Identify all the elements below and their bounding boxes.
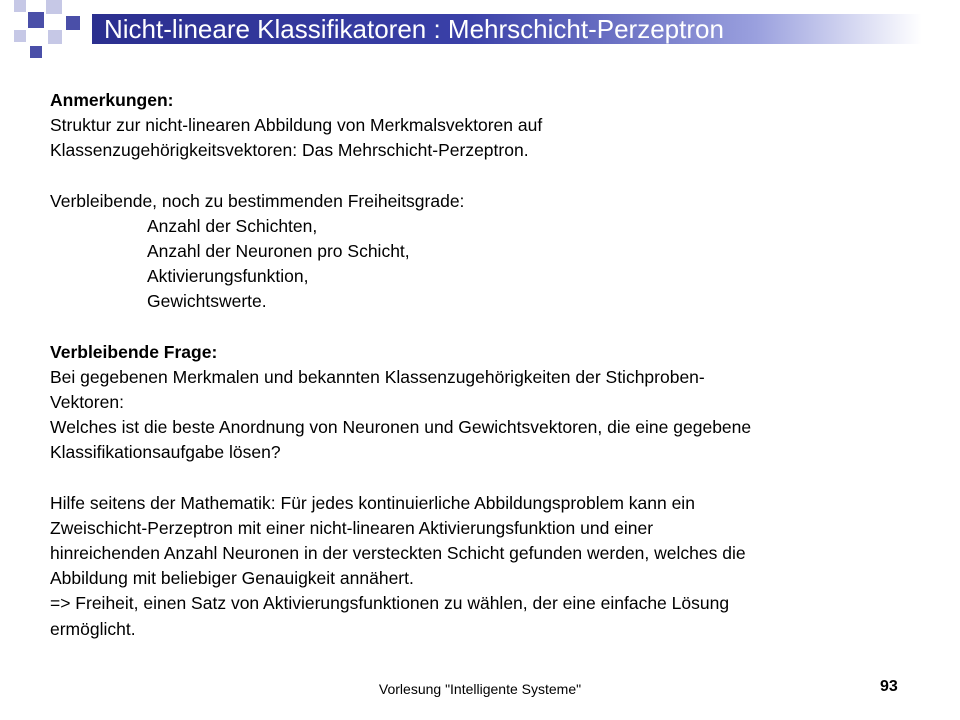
slide-content (50, 88, 920, 642)
question-heading: Verbleibende Frage: (50, 341, 218, 362)
math-help-line: Hilfe seitens der Mathematik: Für jedes kontinuierliche Abbildungsproblem kann ein (50, 492, 695, 513)
remarks-line: Klassenzugehörigkeitsvektoren: Das Mehrschicht-Perzeptron. (50, 140, 529, 161)
math-help-line: Zweischicht-Perzeptron mit einer nicht-linearen Aktivierungsfunktion und einer (50, 517, 654, 538)
remarks-line: Struktur zur nicht-linearen Abbildung von Merkmalsvektoren auf (50, 115, 543, 136)
remarks-heading: Anmerkungen: (50, 90, 174, 110)
question-line: Bei gegebenen Merkmalen und bekannten Klassenzugehörigkeiten der Stichproben- (50, 366, 705, 387)
deco-square (46, 0, 62, 14)
deco-square (14, 30, 26, 42)
deco-square (30, 46, 42, 58)
deco-square (28, 12, 44, 28)
question-line: Vektoren: (50, 392, 124, 413)
deco-square (48, 30, 62, 44)
math-help-line: => Freiheit, einen Satz von Aktivierungsfunktionen zu wählen, der eine einfache Lösung (50, 593, 730, 614)
degree-item: Anzahl der Schichten, (147, 215, 318, 236)
math-help-line: Abbildung mit beliebiger Genauigkeit annähert. (50, 568, 414, 589)
footer-lecture: Vorlesung "Intelligente Systeme" (378, 681, 582, 697)
degrees-intro: Verbleibende, noch zu bestimmenden Freiheitsgrade: (50, 190, 465, 211)
degree-item: Aktivierungsfunktion, (147, 266, 309, 287)
deco-square (14, 0, 26, 12)
degree-item: Anzahl der Neuronen pro Schicht, (147, 241, 410, 262)
math-help-line: hinreichenden Anzahl Neuronen in der versteckten Schicht gefunden werden, welches die (50, 543, 746, 564)
page-title: Nicht-lineare Klassifikatoren : Mehrschicht-Perzeptron (104, 14, 724, 44)
deco-square (66, 16, 80, 30)
page-number: 93 (880, 678, 898, 695)
question-line: Welches ist die beste Anordnung von Neuronen und Gewichtsvektoren, die eine gegebene (50, 417, 752, 438)
degree-item: Gewichtswerte. (147, 291, 267, 312)
math-help-line: ermöglicht. (50, 618, 136, 639)
question-line: Klassifikationsaufgabe lösen? (50, 442, 281, 463)
